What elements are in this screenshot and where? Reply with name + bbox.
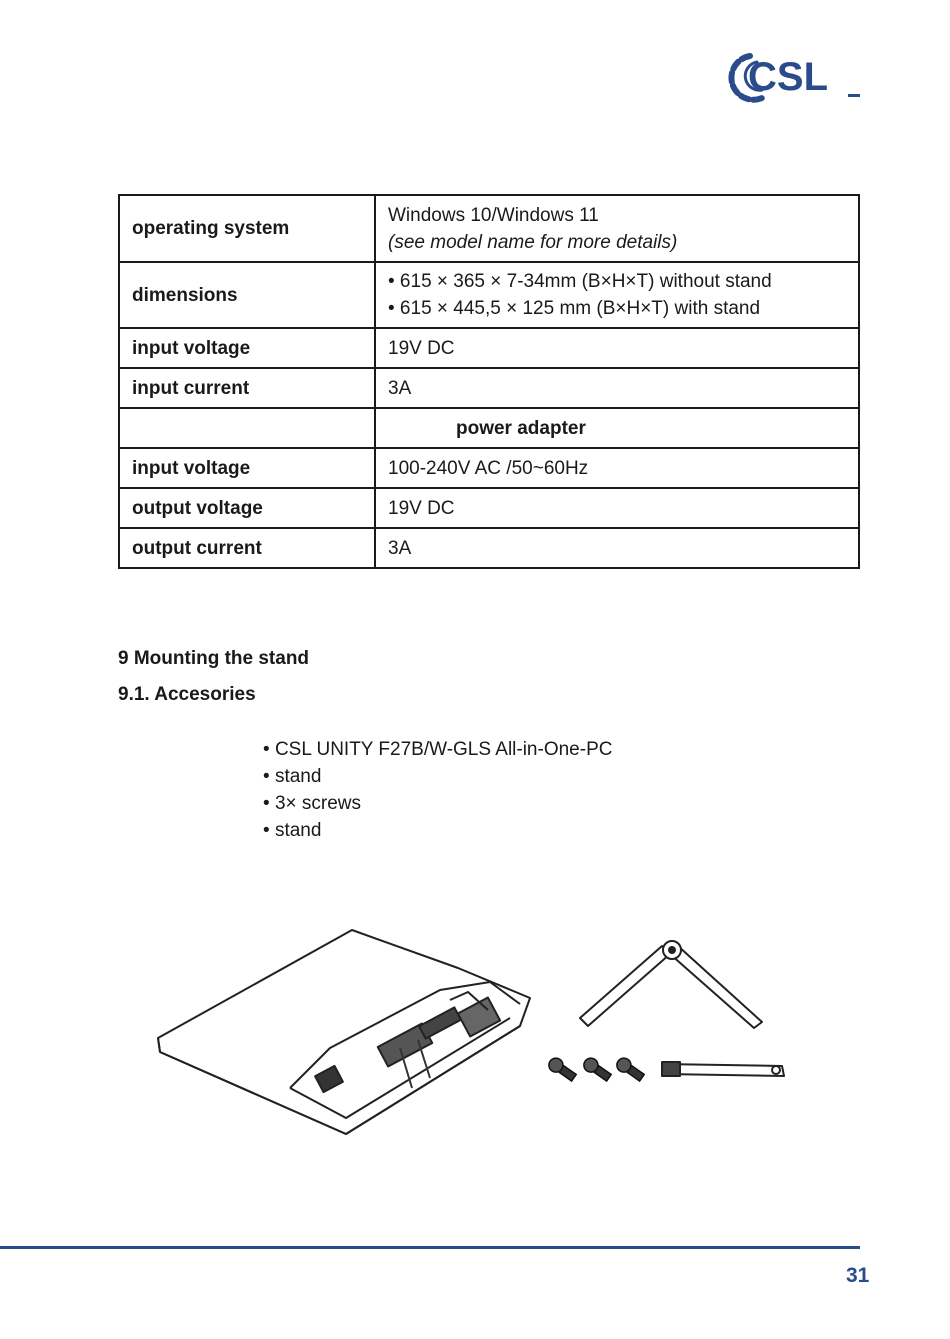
spec-label-empty <box>119 408 375 448</box>
page-number: 31 <box>846 1264 870 1287</box>
spec-label: operating system <box>119 195 375 262</box>
section-heading: 9 Mounting the stand <box>118 648 310 669</box>
screw-icon <box>546 1055 646 1083</box>
spec-value: 100-240V AC /50~60Hz <box>375 448 859 488</box>
list-item: • 3× screws <box>263 790 612 817</box>
table-row <box>119 195 859 262</box>
list-item: • stand <box>263 817 612 844</box>
spec-value <box>375 262 859 328</box>
spec-label: output voltage <box>119 488 375 528</box>
power-adapter-header: power adapter <box>375 408 859 448</box>
table-row <box>119 368 859 408</box>
spec-value-line: • 615 × 445,5 × 125 mm (B×H×T) with stand <box>388 298 761 319</box>
svg-text:CSL: CSL <box>748 55 828 99</box>
csl-logo-icon <box>728 42 863 108</box>
table-row <box>119 408 859 448</box>
list-item: • CSL UNITY F27B/W-GLS All-in-One-PC <box>263 736 612 763</box>
list-item: • stand <box>263 763 612 790</box>
table-row <box>119 448 859 488</box>
table-row <box>119 328 859 368</box>
spec-value-line: Windows 10/Windows 11 <box>388 204 599 226</box>
spec-value: 3A <box>375 368 859 408</box>
spec-value-line: • 615 × 365 × 7-34mm (B×H×T) without stand <box>388 271 772 292</box>
table-row <box>119 528 859 568</box>
spec-label: input current <box>119 368 375 408</box>
spec-label: dimensions <box>119 262 375 328</box>
accessories-list <box>263 736 612 844</box>
spec-value: 3A <box>375 528 859 568</box>
spec-label: input voltage <box>119 328 375 368</box>
table-row <box>119 488 859 528</box>
pc-back-illustration <box>158 930 530 1134</box>
spec-table <box>118 194 860 569</box>
spec-value: 19V DC <box>375 488 859 528</box>
accessories-illustration <box>150 918 800 1148</box>
section-subheading: 9.1. Accesories <box>118 684 256 705</box>
table-row <box>119 262 859 328</box>
spec-label: output current <box>119 528 375 568</box>
spec-note: (see model name for more details) <box>388 231 678 253</box>
spec-label: input voltage <box>119 448 375 488</box>
spec-value: 19V DC <box>375 328 859 368</box>
footer-rule <box>0 1246 860 1249</box>
stand-arm-illustration <box>662 1062 784 1076</box>
stand-legs-illustration <box>580 941 762 1028</box>
spec-value <box>375 195 859 262</box>
